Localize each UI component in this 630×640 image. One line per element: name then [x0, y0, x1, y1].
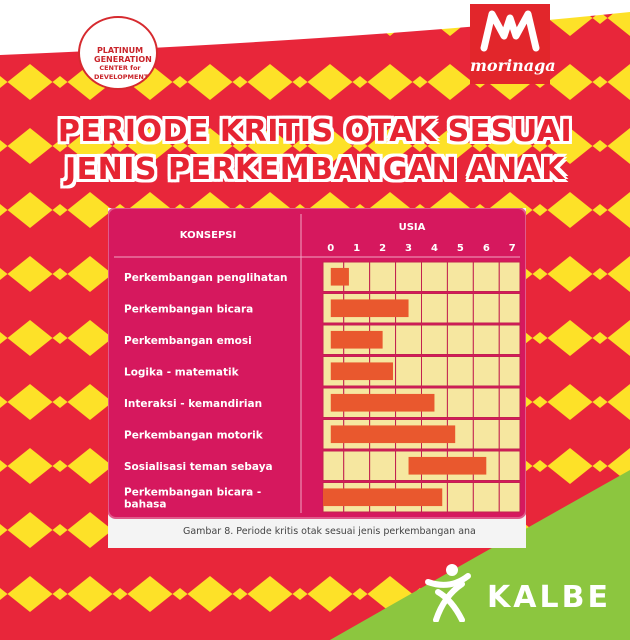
- x-tick-label: 0: [327, 243, 335, 254]
- morinaga-logo: [470, 4, 556, 84]
- data-bar: [331, 362, 393, 380]
- grid-cell: [499, 483, 520, 513]
- row-label: Perkembangan motorik: [124, 429, 263, 442]
- data-bar: [331, 425, 455, 443]
- grid-cell: [422, 294, 448, 324]
- grid-cell: [499, 420, 520, 450]
- kalbe-wordmark: KALBE: [487, 580, 611, 615]
- development-chart: [108, 208, 526, 548]
- grid-cell: [396, 262, 422, 292]
- data-bar: [331, 394, 435, 412]
- row-label: Perkembangan penglihatan: [124, 271, 288, 284]
- logo-line-4: DEVELOPMENT: [94, 73, 149, 81]
- grid-cell: [447, 262, 473, 292]
- grid-cell: [473, 388, 499, 418]
- grid-cell: [447, 294, 473, 324]
- page-title-line-2: JENIS PERKEMBANGAN ANAK: [64, 152, 566, 187]
- chart-caption: Gambar 8. Periode kritis otak sesuai jenis perkembangan ana: [183, 526, 476, 537]
- column-header-konsepsi: KONSEPSI: [179, 230, 237, 241]
- logo-line-2: GENERATION: [94, 55, 152, 64]
- grid-cell: [447, 357, 473, 387]
- row-label: Interaksi - kemandirian: [124, 397, 263, 410]
- grid-cell: [396, 325, 422, 355]
- x-tick-label: 1: [353, 243, 361, 254]
- grid-cell: [473, 262, 499, 292]
- x-tick-label: 2: [379, 243, 387, 254]
- data-bar: [331, 299, 409, 317]
- data-bar: [323, 488, 442, 506]
- grid-cell: [422, 357, 448, 387]
- platinum-generation-logo: [78, 16, 158, 90]
- grid-cell: [473, 357, 499, 387]
- morinaga-m-icon: [470, 4, 550, 56]
- grid-cell: [473, 325, 499, 355]
- grid-cell: [499, 325, 520, 355]
- grid-cell: [422, 325, 448, 355]
- logo-line-3: CENTER for: [99, 64, 141, 72]
- grid-cell: [447, 388, 473, 418]
- x-tick-label: 6: [482, 243, 490, 254]
- row-label: Logika - matematik: [124, 366, 239, 379]
- column-header-usia: USIA: [398, 222, 426, 233]
- data-bar: [331, 268, 349, 286]
- data-bar: [409, 457, 487, 475]
- grid-cell: [447, 483, 473, 513]
- row-label: Perkembangan emosi: [124, 334, 252, 347]
- logo-line-1: PLATINUM: [96, 46, 144, 55]
- morinaga-wordmark: morinaga: [470, 56, 556, 75]
- grid-cell: [447, 325, 473, 355]
- grid-cell: [499, 388, 520, 418]
- grid-cell: [499, 357, 520, 387]
- grid-cell: [473, 483, 499, 513]
- x-tick-label: 3: [405, 243, 413, 254]
- grid-cell: [473, 420, 499, 450]
- chart-panel: [108, 208, 526, 548]
- grid-cell: [422, 262, 448, 292]
- grid-cell: [370, 451, 396, 481]
- grid-cell: [499, 451, 520, 481]
- x-tick-label: 4: [430, 243, 438, 254]
- grid-cell: [473, 294, 499, 324]
- row-label: Sosialisasi teman sebaya: [124, 460, 273, 473]
- grid-cell: [344, 451, 370, 481]
- row-label: Perkembangan bicara -bahasa: [124, 486, 262, 511]
- grid-cell: [499, 294, 520, 324]
- row-label: Perkembangan bicara: [124, 303, 254, 316]
- x-tick-label: 5: [456, 243, 464, 254]
- x-tick-label: 7: [508, 243, 516, 254]
- kalbe-figure-icon: [422, 562, 476, 622]
- grid-cell: [370, 262, 396, 292]
- grid-cell: [499, 262, 520, 292]
- page-title-line-1: PERIODE KRITIS OTAK SESUAI: [57, 114, 573, 149]
- data-bar: [331, 331, 383, 349]
- grid-cell: [396, 357, 422, 387]
- grid-cell: [323, 451, 344, 481]
